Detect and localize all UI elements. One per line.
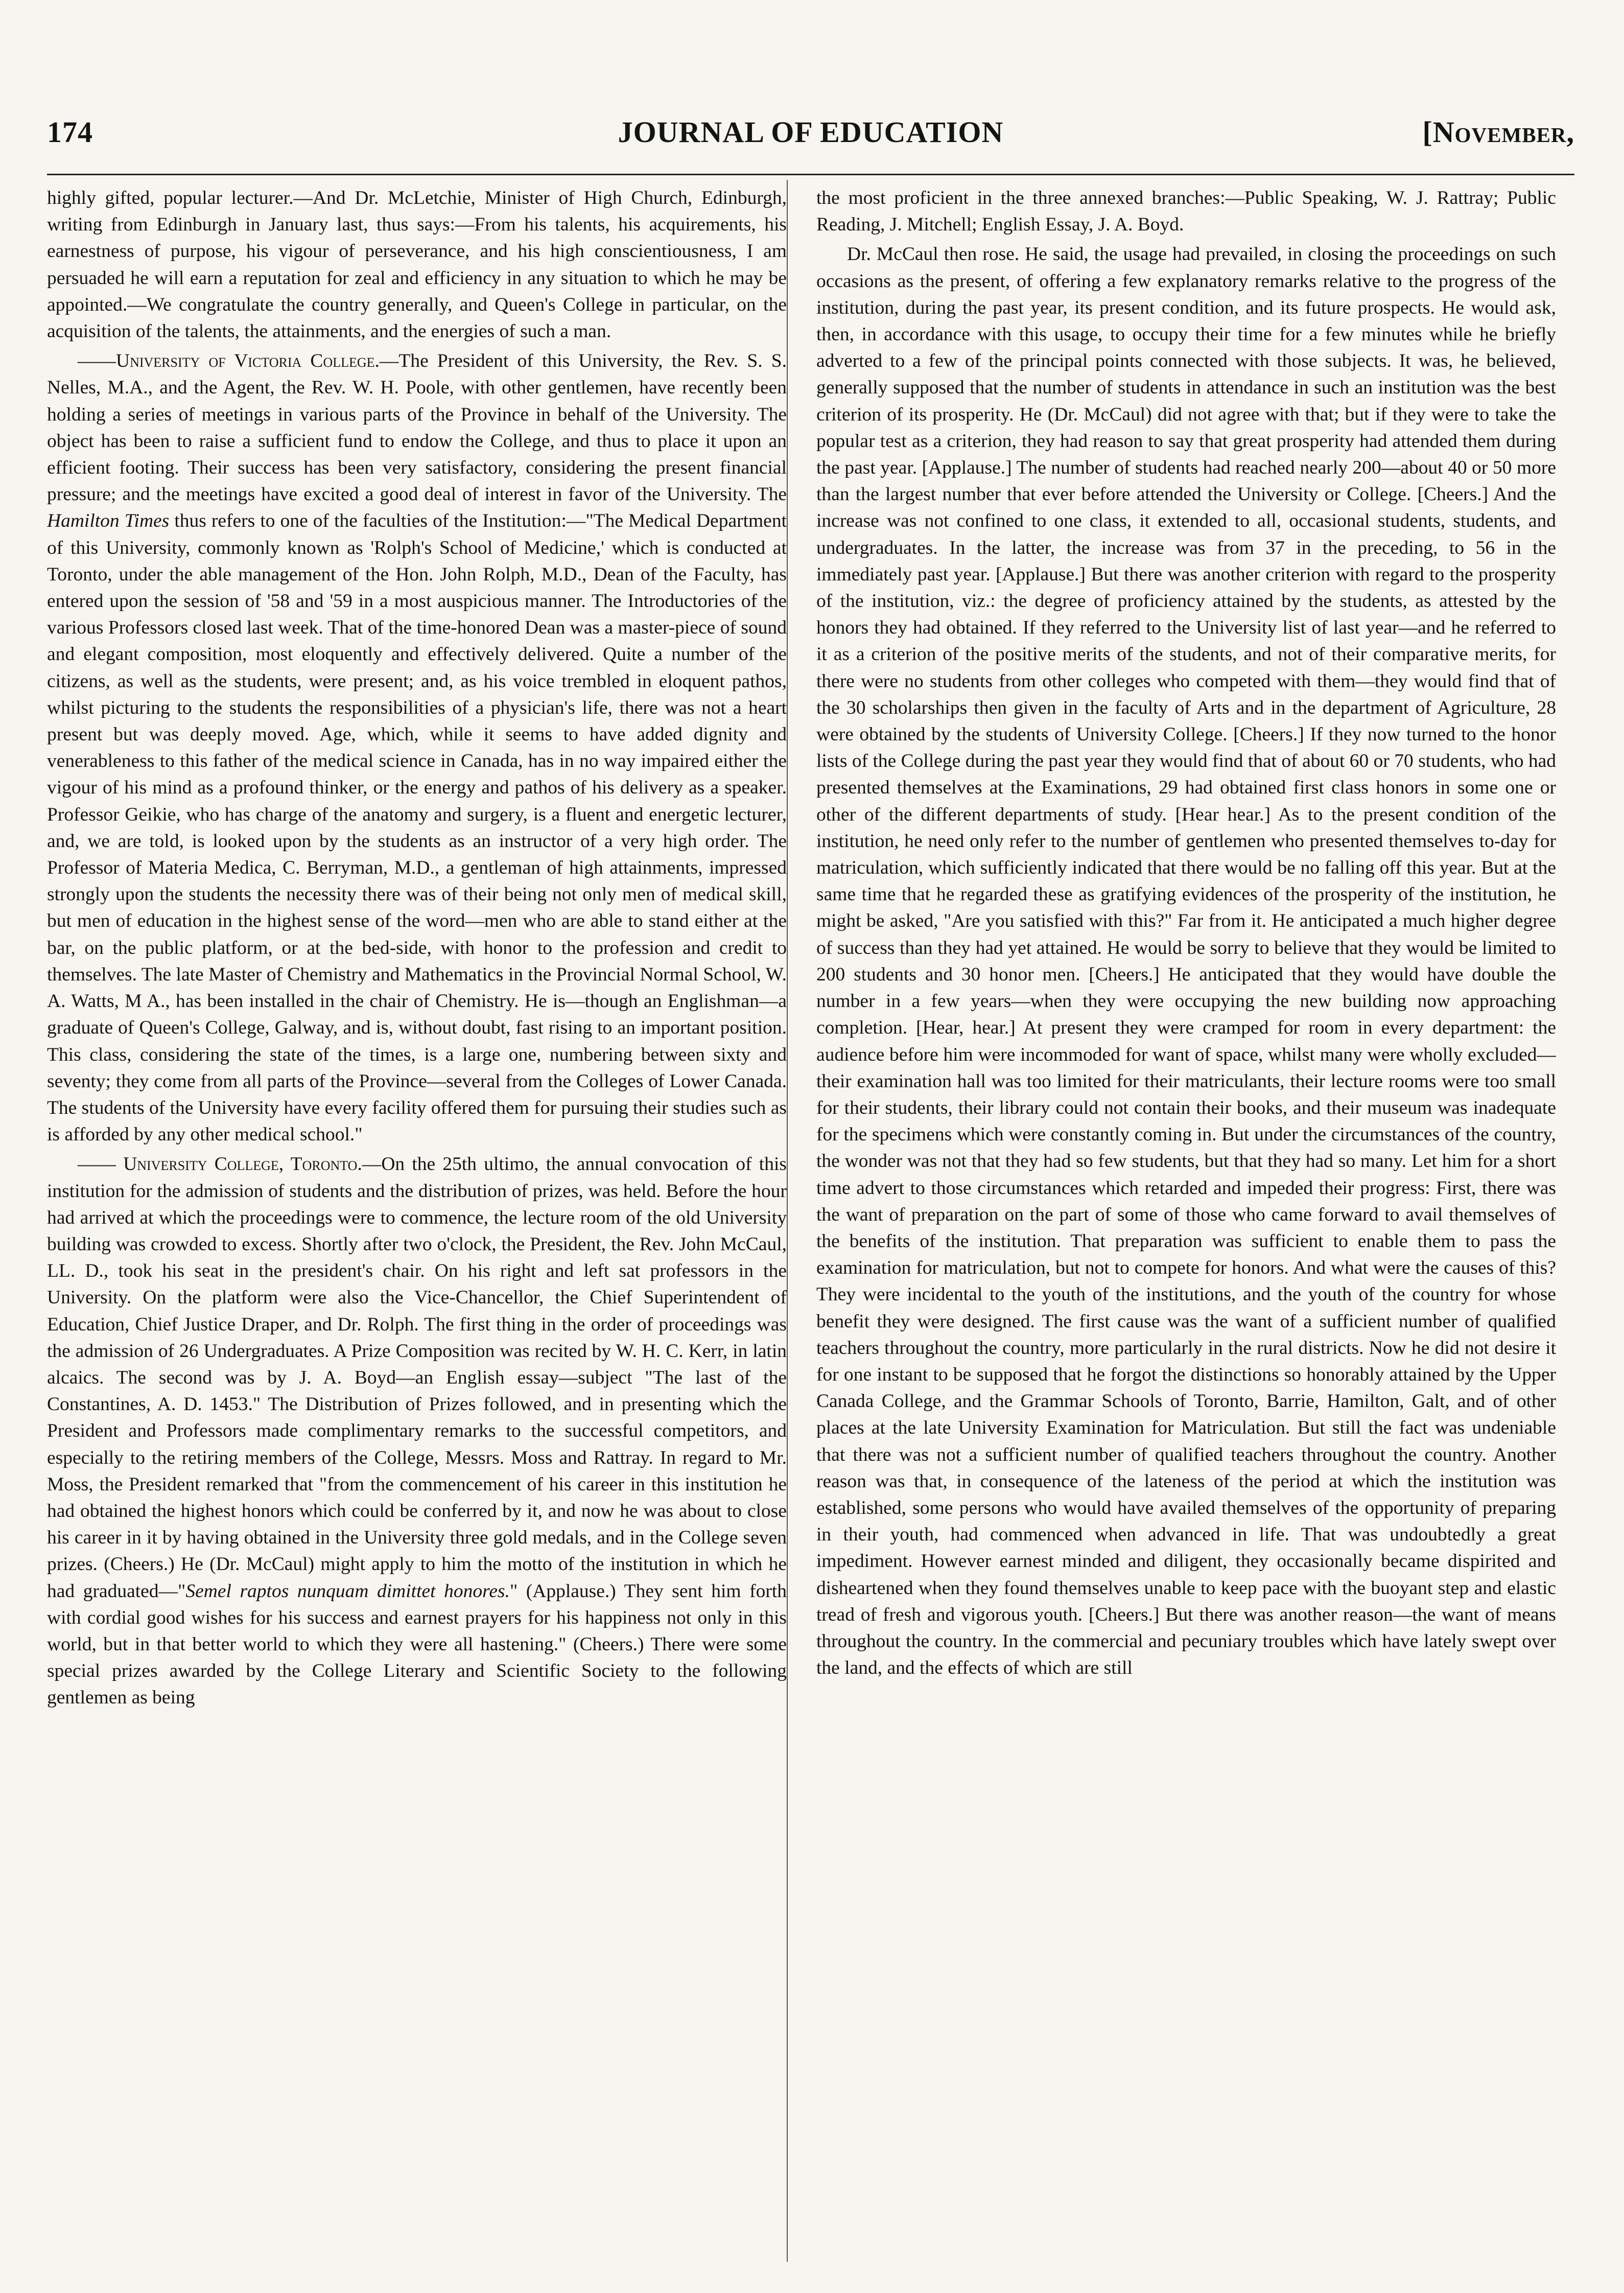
section-heading-university-college: —— University College, Toronto.: [78, 1154, 362, 1175]
column-divider: [787, 180, 788, 2262]
right-paragraph-prizes: the most proficient in the three annexed branches:—Public Speaking, W. J. Rattray; Public Reading, J. Mitchell; English Essay, J. A. Boyd.: [816, 188, 1556, 236]
university-text-a: —On the 25th ultimo, the annual convocation of this institution for the admission of students and the distribution of prizes, was held. Before the hour had arrived at which the proceedings were to commence, the lecture room of the old University building was crowded to excess. Shortly after two o'clock, the President, the Rev. John McCaul, LL. D., took his seat in the president's chair. On his right and left sat professors in the University. On the platform were also the Vice-Chancellor, the Chief Superintendent of Education, Chief Justice Draper, and Dr. Rolph. The first thing in the order of proceedings was the admission of 26 Undergraduates. A Prize Composition was recited by W. H. C. Kerr, in latin alcaics. The second was by J. A. Boyd—an English essay—subject "The last of the Constantines, A. D. 1453." The Distribution of Prizes followed, and in presenting which the President and Professors made complimentary remarks to the successful competitors, and especially to the retiring members of the College, Messrs. Moss and Rattray. In regard to Mr. Moss, the President remarked that "from the commencement of his career in this institution he had obtained the highest honors which could be conferred by it, and now he was about to close his career in it by having obtained in the University three gold medals, and in the College seven prizes. (Cheers.) He (Dr. McCaul) might apply to him the motto of the institution in which he had graduated—": [47, 1154, 787, 1602]
header-rule: [47, 174, 1574, 175]
right-paragraph-mccaul-address: Dr. McCaul then rose. He said, the usage had prevailed, in closing the proceedings on such occasions as the present, of offering a few explanatory remarks relative to the progress of the institution, during the past year, its present condition, and its future prospects. He would ask, then, in accordance with this usage, to occupy their time for a few minutes while he briefly adverted to a few of the principal points connected with those subjects. It was, he believed, generally supposed that the number of students in attendance in such an institution was the best criterion of its prosperity. He (Dr. McCaul) did not agree with that; but if they were to take the popular test as a criterion, they had reason to say that great prosperity had attended them during the past year. [Applause.] The number of students had reached nearly 200—about 40 or 50 more than the largest number that ever before attended the University or College. [Cheers.] And the increase was not confined to one class, it extended to all, occasional students, students, and undergraduates. In the latter, the increase was from 37 in the preceding, to 56 in the immediately past year. [Applause.] But there was another criterion with regard to the prosperity of the institution, viz.: the degree of proficiency attained by the students, as attested by the honors they had obtained. If they referred to the University list of last year—and he referred to it as a criterion of the positive merits of the students, and not of their comparative merits, for there were no students from other colleges who competed with them—they would find that of the 30 scholarships then given in the faculty of Arts and in the department of Agriculture, 28 were obtained by the students of University College. [Cheers.] If they now turned to the honor lists of the College during the past year they would find that of about 60 or 70 students, who had presented themselves at the Examinations, 29 had obtained first class honors in some one or other of the different departments of study. [Hear hear.] As to the present condition of the institution, he need only refer to the number of gentlemen who presented themselves to-day for matriculation, which sufficiently indicated that there would be no falling off this year. But at the same time that he regarded these as gratifying evidences of the prosperity of the institution, he might be asked, "Are you satisfied with this?" Far from it. He anticipated a much higher degree of success than they had yet attained. He would be sorry to believe that they would be limited to 200 students and 30 honor men. [Cheers.] He anticipated that they would have double the number in a few years—when they were occupying the new building now approaching completion. [Hear, hear.] At present they were cramped for room in every department: the audience before him were incommoded for want of space, whilst many were wholly excluded—their examination hall was too limited for their matriculants, their lecture rooms were too small for their students, their library could not contain their books, and their museum was inadequate for the specimens which were constantly coming in. But under the circumstances of the country, the wonder was not that they had so few students, but that they had so many. Let him for a short time advert to those circumstances which retarded and impeded their progress: First, there was the want of preparation on the part of some of those who came forward to avail themselves of the benefits of the institution. That preparation was sufficient to enable them to pass the examination for matriculation, but not to compete for honors. And what were the causes of this? They were incidental to the youth of the institutions, and the youth of the country for whose benefit they were designed. The first cause was the want of a sufficient number of qualified teachers throughout the country, more particularly in the rural districts. Now he did not desire it for one instant to be supposed that he forgot the distinctions so honorably attained by the Upper Canada College, and the Grammar Schools of Toronto, Barrie, Hamilton, Galt, and of other places at the late University Examination for Matriculation. But still the fact was undeniable that there was not a sufficient number of qualified teachers throughout the country. Another reason was that, in consequence of the lateness of the period at which the institution was established, some persons who would have availed themselves of the opportunity of preparing in their youth, had commenced when advanced in life. That was undoubtedly a great impediment. However earnest minded and diligent, they occasionally became dispirited and disheartened when they found themselves unable to keep pace with the buoyant step and elastic tread of fresh and vigorous youth. [Cheers.] But there was another reason—the want of means throughout the country. In the commercial and pecuniary troubles which have lately swept over the land, and the effects of which are still: [816, 244, 1556, 1679]
victoria-text-a: —The President of this University, the Rev. S. S. Nelles, M.A., and the Agent, the Rev. W. H. Poole, with other gentlemen, have recently been holding a series of meetings in various parts of the Province in behalf of the University. The object has been to raise a sufficient fund to endow the College, and thus to place it upon an efficient footing. Their success has been very satisfactory, considering the present financial pressure; and the meetings have excited a good deal of interest in favor of the University. The: [47, 350, 787, 505]
victoria-text-b: thus refers to one of the faculties of the Institution:—"The Medical Department of this University, commonly known as 'Rolph's School of Medicine,' which is conducted at Toronto, under the able management of the Hon. John Rolph, M.D., Dean of the Faculty, has entered upon the session of '58 and '59 in a most auspicious manner. The Introductories of the various Professors closed last week. That of the time-honored Dean was a master-piece of sound and elegant composition, most eloquently and effectively delivered. Quite a number of the citizens, as well as the students, were present; and, as his voice trembled in eloquent pathos, whilst picturing to the students the responsibilities of a physician's life, there was not a heart present but was deeply moved. Age, which, while it seems to have added dignity and venerableness to this father of the medical science in Canada, has in no way impaired either the vigour of his mind as a profound thinker, or the energy and pathos of his delivery as a speaker. Professor Geikie, who has charge of the anatomy and surgery, is a fluent and energetic lecturer, and, we are told, is looked upon by the students as an instructor of a very high order. The Professor of Materia Medica, C. Berryman, M.D., a gentleman of high attainments, impressed strongly upon the students the necessity there was of their being not only men of medical skill, but men of education in the highest sense of the word—men who are able to stand either at the bar, on the public platform, or at the bed-side, with honor to the profession and credit to themselves. The late Master of Chemistry and Mathematics in the Provincial Normal School, W. A. Watts, M A., has been installed in the chair of Chemistry. He is—though an Englishman—a graduate of Queen's College, Galway, and is, without doubt, fast rising to an important position. This class, considering the state of the times, is a large one, numbering between sixty and seventy; they come from all parts of the Province—several from the Colleges of Lower Canada. The students of the University have every facility offered them for pursuing their studies such as is afforded by any other medical school.": [47, 510, 787, 1145]
right-column: [816, 185, 1556, 2269]
left-column: [47, 185, 787, 2269]
latin-motto: Semel raptos nunquam dimittet honores.: [185, 1580, 510, 1602]
issue-month: [November,: [1422, 115, 1574, 149]
left-paragraph-queens-college: highly gifted, popular lecturer.—And Dr. McLetchie, Minister of High Church, Edinburgh, writing from Edinburgh in January last, thus says:—From his talents, his acquirements, his earnestness of purpose, his vigour of perseverance, and his high conscientiousness, I am persuaded he will earn a reputation for zeal and efficiency in any situation to which he may be appointed.—We congratulate the country generally, and Queen's College in particular, on the acquisition of the talents, the attainments, and the energies of such a man.: [47, 188, 787, 342]
hamilton-times-title: Hamilton Times: [47, 510, 170, 532]
running-header: [47, 115, 1574, 171]
section-heading-victoria-college: ——University of Victoria College.: [78, 350, 380, 372]
page-number: 174: [47, 115, 93, 149]
journal-title: JOURNAL OF EDUCATION: [618, 115, 1004, 149]
university-text-b: " (Applause.) They sent him forth with cordial good wishes for his success and earnest prayers for his happiness not only in this world, but in that better world to which they were all hastening." (Cheers.) There were some special prizes awarded by the College Literary and Scientific Society to the following gentlemen as being: [47, 1580, 787, 1709]
left-paragraph-university-college: [47, 1151, 787, 1711]
left-paragraph-victoria-college: [47, 348, 787, 1148]
